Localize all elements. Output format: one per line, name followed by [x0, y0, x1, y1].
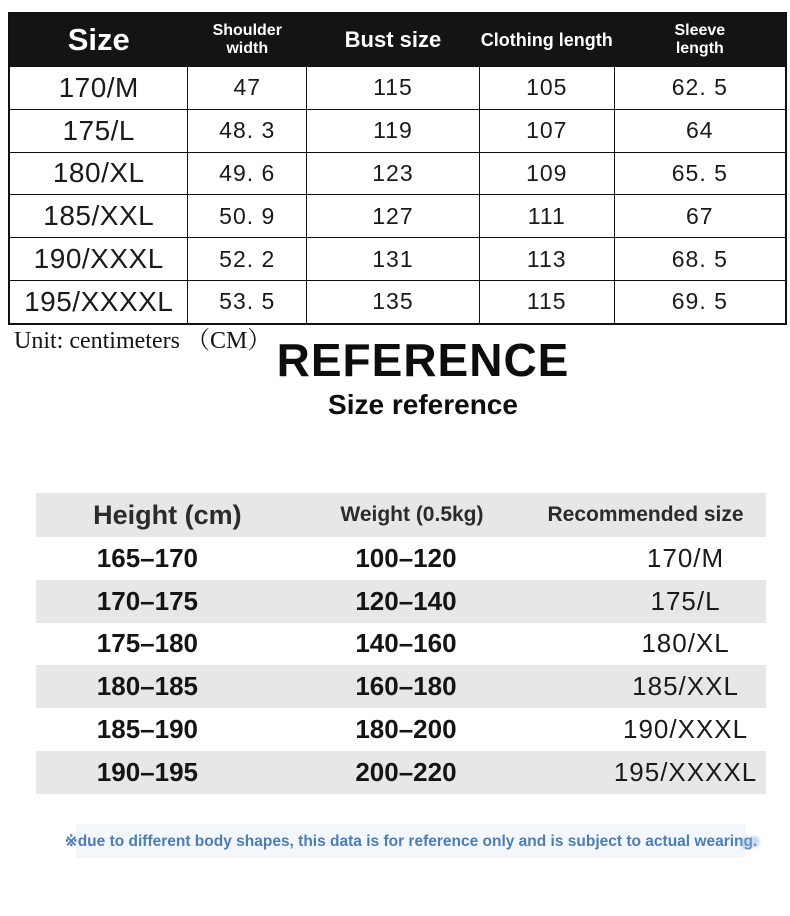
table-cell: 135: [306, 280, 479, 323]
table-cell: 195/XXXXL: [10, 280, 187, 323]
table-cell: 127: [306, 194, 479, 237]
table-cell: 140–160: [355, 628, 457, 659]
table-cell: 180/XL: [10, 152, 187, 195]
header-label: Size: [67, 21, 130, 57]
reference-table-header-row: [36, 493, 766, 537]
reference-table: [36, 493, 766, 794]
table-cell: 180–200: [355, 714, 457, 745]
table-cell: 185–190: [96, 714, 199, 745]
table-cell: 175–180: [96, 628, 199, 659]
table-cell: 64: [614, 109, 785, 152]
watermark-smudge: [739, 835, 761, 849]
header-label: Shoulder width: [212, 22, 282, 57]
table-cell: 170/M: [10, 66, 187, 109]
table-cell: 190–195: [96, 756, 199, 787]
table-cell: 190/XXXL: [622, 714, 749, 745]
table-cell: 100–120: [355, 542, 457, 573]
size-table-header-size: [10, 14, 187, 66]
table-cell: 190/XXXL: [10, 237, 187, 280]
table-cell: 48. 3: [187, 109, 306, 152]
header-label: Sleeve length: [674, 22, 726, 57]
unit-note: Unit: centimeters （CM）: [14, 328, 272, 354]
table-cell: 160–180: [355, 671, 457, 702]
size-table-header-shoulder-width: [187, 14, 306, 66]
table-row: [36, 580, 766, 623]
table-cell: 175/L: [10, 109, 187, 152]
footnote-text: ※due to different body shapes, this data is for reference only and is subject to actual wearing.: [64, 832, 758, 850]
table-cell: 107: [479, 109, 614, 152]
table-row: [36, 623, 766, 666]
table-cell: 165–170: [96, 542, 199, 573]
table-cell: 170–175: [96, 585, 199, 616]
table-cell: 49. 6: [187, 152, 306, 195]
table-row: [36, 751, 766, 794]
table-cell: 175/L: [650, 585, 721, 616]
table-cell: 170/M: [646, 542, 725, 573]
ref-header-height: Height (cm): [93, 499, 242, 530]
size-table-header-clothing-length: [479, 14, 614, 66]
table-row: [36, 537, 766, 580]
size-table-header-sleeve-length: [614, 14, 785, 66]
table-cell: 105: [479, 66, 614, 109]
table-cell: 109: [479, 152, 614, 195]
table-cell: 120–140: [355, 585, 457, 616]
table-cell: 119: [306, 109, 479, 152]
table-cell: 113: [479, 237, 614, 280]
table-cell: 53. 5: [187, 280, 306, 323]
table-cell: 195/XXXXL: [613, 756, 758, 787]
reference-title: REFERENCE: [276, 334, 570, 386]
table-row: [36, 708, 766, 751]
table-cell: 111: [479, 194, 614, 237]
size-table-header-bust-size: [306, 14, 479, 66]
table-cell: 180/XL: [641, 628, 730, 659]
table-cell: 50. 9: [187, 194, 306, 237]
reference-subtitle: Size reference: [328, 389, 518, 421]
ref-header-recommended: Recommended size: [547, 503, 744, 526]
reference-heading: [28, 336, 790, 421]
size-table: [8, 12, 787, 325]
table-cell: 52. 2: [187, 237, 306, 280]
table-cell: 115: [479, 280, 614, 323]
ref-header-weight: Weight (0.5kg): [340, 503, 484, 526]
footnote-band: [64, 824, 758, 858]
header-label: Bust size: [344, 26, 442, 52]
table-row: [36, 665, 766, 708]
table-cell: 68. 5: [614, 237, 785, 280]
table-cell: 180–185: [96, 671, 199, 702]
table-cell: 69. 5: [614, 280, 785, 323]
header-label: Clothing length: [480, 29, 613, 50]
table-cell: 123: [306, 152, 479, 195]
table-cell: 47: [187, 66, 306, 109]
table-cell: 65. 5: [614, 152, 785, 195]
table-cell: 67: [614, 194, 785, 237]
table-cell: 115: [306, 66, 479, 109]
table-cell: 131: [306, 237, 479, 280]
table-cell: 62. 5: [614, 66, 785, 109]
table-cell: 200–220: [355, 756, 457, 787]
table-cell: 185/XXL: [10, 194, 187, 237]
table-cell: 185/XXL: [632, 671, 739, 702]
